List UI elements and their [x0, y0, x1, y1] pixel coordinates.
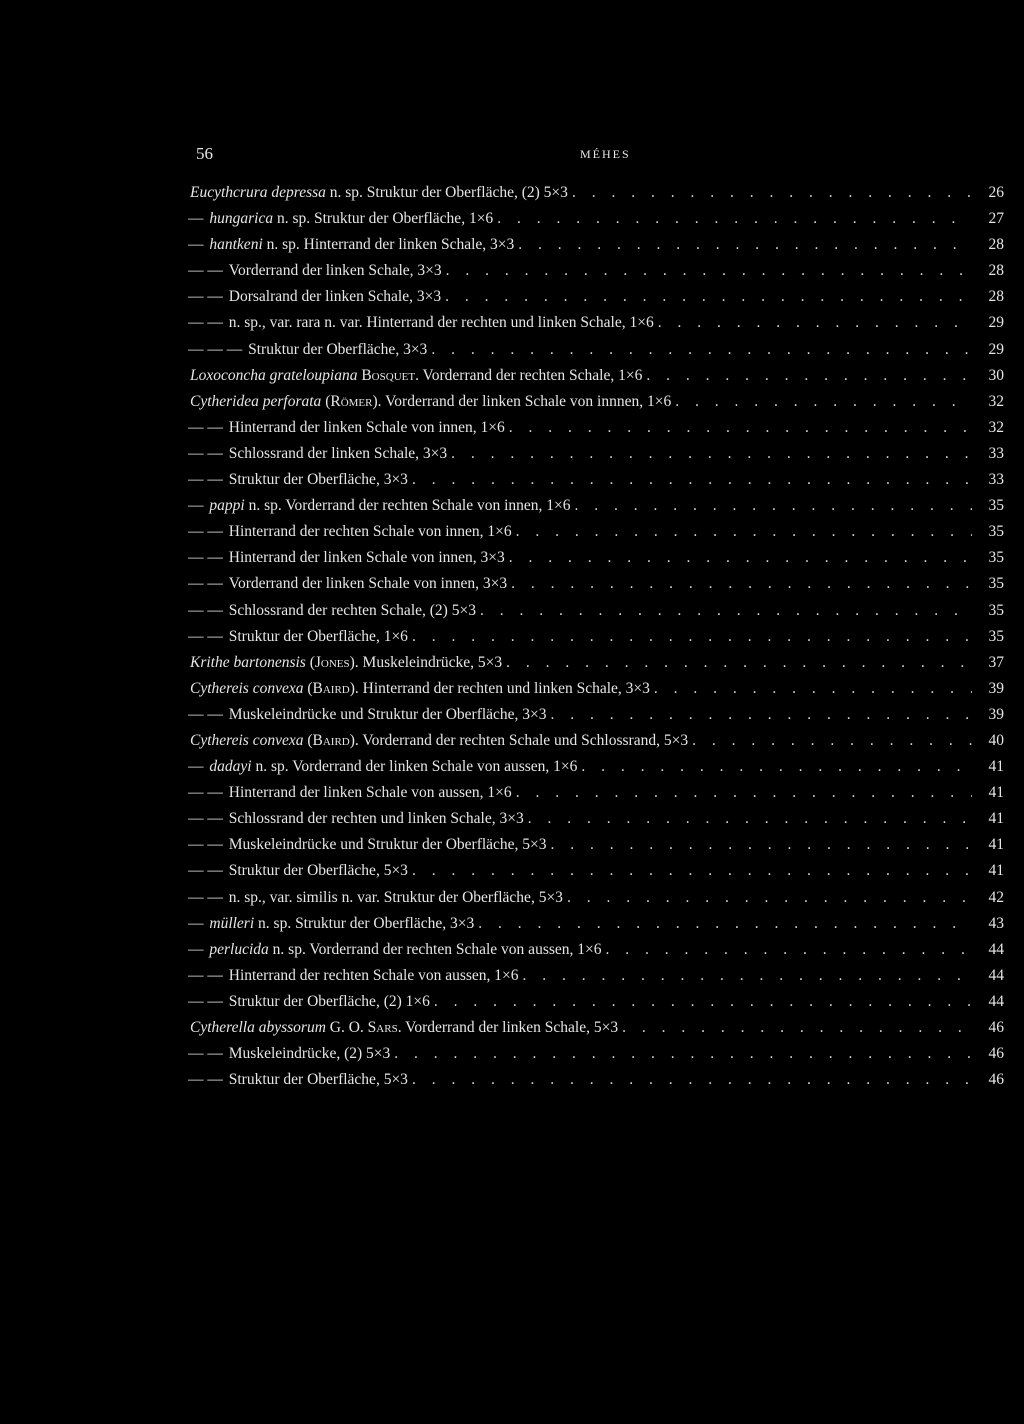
index-entry	[188, 702, 1004, 728]
ditto-dashes: — —	[188, 810, 227, 828]
index-entry	[188, 310, 1004, 336]
entry-text	[188, 493, 571, 519]
leader-dots	[514, 232, 972, 258]
taxon-name: mülleri	[209, 914, 255, 932]
entry-page-number: 28	[988, 288, 1004, 306]
entry-text	[188, 728, 688, 754]
figure-description: Hinterrand der rechten Schale von aussen, 1×6	[228, 966, 519, 984]
index-entry	[188, 754, 1004, 780]
leader-dots	[505, 415, 972, 441]
entry-page-number: 39	[988, 679, 1004, 697]
entry-page-number: 41	[988, 836, 1004, 854]
figure-description: n. sp. Struktur der Oberfläche, 1×6	[273, 210, 494, 228]
entry-text	[188, 363, 642, 389]
index-entry	[188, 180, 1004, 206]
index-entry	[188, 258, 1004, 284]
ditto-dashes: — — —	[188, 340, 247, 358]
figure-description: Muskeleindrücke und Struktur der Oberfläche, 3×3	[228, 705, 547, 723]
leader-dots	[577, 754, 972, 780]
figure-description: n. sp. Struktur der Oberfläche, (2) 5×3	[325, 184, 568, 201]
entry-page-number: 35	[988, 523, 1004, 541]
index-entry	[188, 1041, 1004, 1067]
taxon-author: (Baird)	[303, 679, 355, 697]
leader-dots	[427, 337, 972, 363]
leader-dots	[505, 545, 972, 571]
entry-text	[188, 858, 408, 884]
entry-text	[188, 806, 524, 832]
taxon-author: (Jones)	[305, 653, 355, 671]
figure-description: Muskeleindrücke, (2) 5×3	[228, 1045, 391, 1063]
index-entry	[188, 545, 1004, 571]
figure-description: Hinterrand der linken Schale von innen, 1×6	[228, 418, 505, 436]
ditto-dashes: — —	[188, 549, 227, 567]
entry-text	[188, 1041, 390, 1067]
figure-description: n. sp. Hinterrand der linken Schale, 3×3	[262, 236, 515, 254]
ditto-dashes: — —	[188, 1045, 227, 1063]
figure-description: . Vorderrand der linken Schale von innnen, 1×6	[377, 392, 672, 410]
leader-dots	[408, 858, 972, 884]
entry-text	[188, 180, 568, 206]
ditto-dashes: — —	[188, 288, 227, 306]
entry-page-number: 41	[988, 810, 1004, 828]
leader-dots	[430, 989, 972, 1015]
entry-page-number: 39	[988, 705, 1004, 723]
leader-dots	[571, 493, 972, 519]
index-entry	[188, 650, 1004, 676]
page-header	[196, 144, 1004, 170]
leader-dots	[547, 832, 972, 858]
index-entry	[188, 937, 1004, 963]
entry-page-number: 29	[988, 340, 1004, 358]
figure-description: Struktur der Oberfläche, 5×3	[228, 1071, 408, 1089]
figure-description: Hinterrand der linken Schale von aussen, 1×6	[228, 784, 512, 802]
figure-description: n. sp., var. similis n. var. Struktur der Oberfläche, 5×3	[228, 888, 563, 906]
entry-page-number: 44	[988, 992, 1004, 1010]
entry-page-number: 44	[988, 966, 1004, 984]
entry-text	[188, 545, 505, 571]
leader-dots	[642, 363, 972, 389]
entry-text	[188, 754, 577, 780]
entry-page-number: 28	[988, 262, 1004, 280]
leader-dots	[563, 885, 972, 911]
entry-text	[188, 258, 442, 284]
taxon-name: Cythereis convexa	[190, 679, 304, 697]
entry-page-number: 35	[988, 601, 1004, 619]
entry-text	[188, 337, 427, 363]
ditto-dashes: — —	[188, 523, 227, 541]
entry-text	[188, 571, 507, 597]
ditto-dashes: — —	[188, 262, 227, 280]
figure-description: Hinterrand der rechten Schale von innen, 1×6	[228, 523, 512, 541]
figure-description: Schlossrand der linken Schale, 3×3	[228, 444, 448, 462]
index-entry	[188, 1015, 1004, 1041]
page-number: 56	[196, 144, 213, 163]
entry-text	[188, 598, 476, 624]
entry-text	[188, 467, 408, 493]
entry-text	[188, 415, 505, 441]
entry-page-number: 41	[988, 862, 1004, 880]
ditto-dashes: — —	[188, 627, 227, 645]
entry-page-number: 28	[988, 236, 1004, 254]
figure-description: Struktur der Oberfläche, (2) 1×6	[228, 992, 430, 1010]
ditto-dashes: —	[188, 236, 208, 254]
taxon-name: Eucythcrura depressa	[190, 184, 326, 201]
taxon-author: (Baird)	[303, 731, 355, 749]
figure-description: . Hinterrand der rechten und linken Schale, 3×3	[354, 679, 650, 697]
ditto-dashes: —	[188, 914, 208, 932]
index-entry	[188, 232, 1004, 258]
index-entry	[188, 363, 1004, 389]
leader-dots	[654, 310, 972, 336]
taxon-author: Bosquet	[357, 366, 416, 384]
index-entry	[188, 284, 1004, 310]
entry-page-number: 35	[988, 497, 1004, 515]
figure-description: Dorsalrand der linken Schale, 3×3	[228, 288, 442, 306]
figure-description: . Vorderrand der linken Schale, 5×3	[397, 1019, 619, 1036]
taxon-author: (Römer)	[321, 392, 378, 410]
ditto-dashes: — —	[188, 784, 227, 802]
figure-description: n. sp. Vorderrand der rechten Schale von innen, 1×6	[244, 497, 571, 515]
index-entry	[188, 780, 1004, 806]
entry-page-number: 37	[988, 653, 1004, 671]
entry-page-number: 46	[988, 1071, 1004, 1089]
index-entry	[188, 467, 1004, 493]
index-entry	[188, 676, 1004, 702]
entry-page-number: 40	[988, 731, 1004, 749]
figure-description: Muskeleindrücke und Struktur der Oberfläche, 5×3	[228, 836, 547, 854]
figure-description: Struktur der Oberfläche, 5×3	[228, 862, 408, 880]
leader-dots	[502, 650, 972, 676]
index-entry	[188, 415, 1004, 441]
ditto-dashes: —	[188, 210, 208, 228]
entry-text	[188, 963, 519, 989]
entry-text	[188, 310, 654, 336]
index-entry	[188, 885, 1004, 911]
leader-dots	[493, 206, 972, 232]
leader-dots	[408, 467, 972, 493]
entry-page-number: 44	[988, 940, 1004, 958]
index-entry	[188, 493, 1004, 519]
entry-page-number: 29	[988, 314, 1004, 332]
entry-text	[188, 232, 514, 258]
entry-text	[188, 441, 447, 467]
figure-index-list	[188, 180, 1004, 1093]
figure-description: Schlossrand der rechten und linken Schale, 3×3	[228, 810, 524, 828]
entry-page-number: 35	[988, 549, 1004, 567]
ditto-dashes: —	[188, 940, 208, 958]
index-entry	[188, 728, 1004, 754]
index-entry	[188, 624, 1004, 650]
running-head: MÉHES	[580, 147, 631, 161]
index-entry	[188, 989, 1004, 1015]
figure-description: Vorderrand der linken Schale, 3×3	[228, 262, 442, 280]
index-entry	[188, 911, 1004, 937]
figure-description: . Muskeleindrücke, 5×3	[354, 653, 503, 671]
entry-text	[188, 937, 602, 963]
index-entry	[188, 571, 1004, 597]
entry-page-number: 46	[988, 1045, 1004, 1063]
leader-dots	[671, 389, 972, 415]
ditto-dashes: — —	[188, 888, 227, 906]
entry-page-number: 26	[988, 184, 1004, 201]
entry-text	[188, 911, 474, 937]
leader-dots	[390, 1041, 972, 1067]
leader-dots	[447, 441, 972, 467]
index-entry	[188, 519, 1004, 545]
index-entry	[188, 598, 1004, 624]
ditto-dashes: — —	[188, 836, 227, 854]
taxon-name: Cythereis convexa	[190, 731, 304, 749]
ditto-dashes: —	[188, 758, 208, 776]
taxon-name: Krithe bartonensis	[190, 653, 306, 671]
ditto-dashes: — —	[188, 418, 227, 436]
entry-page-number: 41	[988, 758, 1004, 776]
entry-page-number: 41	[988, 784, 1004, 802]
figure-description: Vorderrand der linken Schale von innen, 3×3	[228, 575, 508, 593]
leader-dots	[476, 598, 972, 624]
entry-text	[188, 206, 493, 232]
entry-text	[188, 1015, 618, 1041]
index-entry	[188, 389, 1004, 415]
taxon-name: hantkeni	[209, 236, 263, 254]
ditto-dashes: — —	[188, 471, 227, 489]
leader-dots	[408, 624, 972, 650]
taxon-name: pappi	[209, 497, 245, 515]
index-entry	[188, 963, 1004, 989]
leader-dots	[688, 728, 972, 754]
entry-text	[188, 1067, 408, 1093]
taxon-name: dadayi	[209, 758, 252, 776]
index-entry	[188, 858, 1004, 884]
entry-text	[188, 650, 502, 676]
entry-text	[188, 780, 512, 806]
entry-page-number: 27	[988, 210, 1004, 228]
index-entry	[188, 441, 1004, 467]
leader-dots	[442, 258, 972, 284]
figure-description: n. sp. Vorderrand der linken Schale von aussen, 1×6	[251, 758, 578, 776]
figure-description: Hinterrand der linken Schale von innen, 3×3	[228, 549, 505, 567]
leader-dots	[618, 1015, 972, 1041]
leader-dots	[512, 519, 972, 545]
entry-text	[188, 885, 563, 911]
entry-text	[188, 284, 441, 310]
leader-dots	[507, 571, 972, 597]
entry-text	[188, 676, 650, 702]
entry-page-number: 35	[988, 627, 1004, 645]
leader-dots	[524, 806, 972, 832]
figure-description: n. sp. Vorderrand der rechten Schale von aussen, 1×6	[268, 940, 602, 958]
leader-dots	[408, 1067, 972, 1093]
leader-dots	[547, 702, 972, 728]
figure-description: Schlossrand der rechten Schale, (2) 5×3	[228, 601, 476, 619]
figure-description: Struktur der Oberfläche, 3×3	[228, 471, 408, 489]
entry-page-number: 32	[988, 418, 1004, 436]
ditto-dashes: — —	[188, 966, 227, 984]
index-entry	[188, 337, 1004, 363]
ditto-dashes: — —	[188, 862, 227, 880]
entry-page-number: 32	[988, 392, 1004, 410]
entry-page-number: 43	[988, 914, 1004, 932]
entry-text	[188, 624, 408, 650]
leader-dots	[519, 963, 972, 989]
taxon-name: hungarica	[209, 210, 274, 228]
taxon-name: perlucida	[209, 940, 269, 958]
figure-description: . Vorderrand der rechten Schale und Schlossrand, 5×3	[354, 731, 689, 749]
ditto-dashes: — —	[188, 705, 227, 723]
ditto-dashes: — —	[188, 314, 227, 332]
taxon-name: Cytheridea perforata	[190, 392, 322, 410]
entry-text	[188, 989, 430, 1015]
ditto-dashes: — —	[188, 992, 227, 1010]
index-entry	[188, 806, 1004, 832]
leader-dots	[441, 284, 972, 310]
figure-description: Struktur der Oberfläche, 3×3	[248, 340, 428, 358]
entry-page-number: 35	[988, 575, 1004, 593]
entry-page-number: 33	[988, 444, 1004, 462]
taxon-name: Cytherella abyssorum	[190, 1019, 326, 1036]
ditto-dashes: —	[188, 497, 208, 515]
leader-dots	[650, 676, 972, 702]
entry-page-number: 46	[988, 1019, 1004, 1036]
index-entry	[188, 832, 1004, 858]
taxon-author: G. O. Sars	[325, 1019, 398, 1036]
entry-page-number: 30	[988, 366, 1004, 384]
entry-text	[188, 702, 547, 728]
figure-description: n. sp. Struktur der Oberfläche, 3×3	[254, 914, 475, 932]
ditto-dashes: — —	[188, 601, 227, 619]
figure-description: Struktur der Oberfläche, 1×6	[228, 627, 408, 645]
ditto-dashes: — —	[188, 1071, 227, 1089]
ditto-dashes: — —	[188, 444, 227, 462]
index-entry	[188, 206, 1004, 232]
figure-description: n. sp., var. rara n. var. Hinterrand der rechten und linken Schale, 1×6	[228, 314, 654, 332]
leader-dots	[512, 780, 972, 806]
index-entry	[188, 1067, 1004, 1093]
entry-page-number: 33	[988, 471, 1004, 489]
entry-page-number: 42	[988, 888, 1004, 906]
leader-dots	[568, 180, 972, 206]
entry-text	[188, 389, 671, 415]
ditto-dashes: — —	[188, 575, 227, 593]
entry-text	[188, 519, 512, 545]
entry-text	[188, 832, 547, 858]
figure-description: . Vorderrand der rechten Schale, 1×6	[415, 366, 643, 384]
leader-dots	[602, 937, 972, 963]
leader-dots	[474, 911, 972, 937]
taxon-name: Loxoconcha grateloupiana	[190, 366, 358, 384]
